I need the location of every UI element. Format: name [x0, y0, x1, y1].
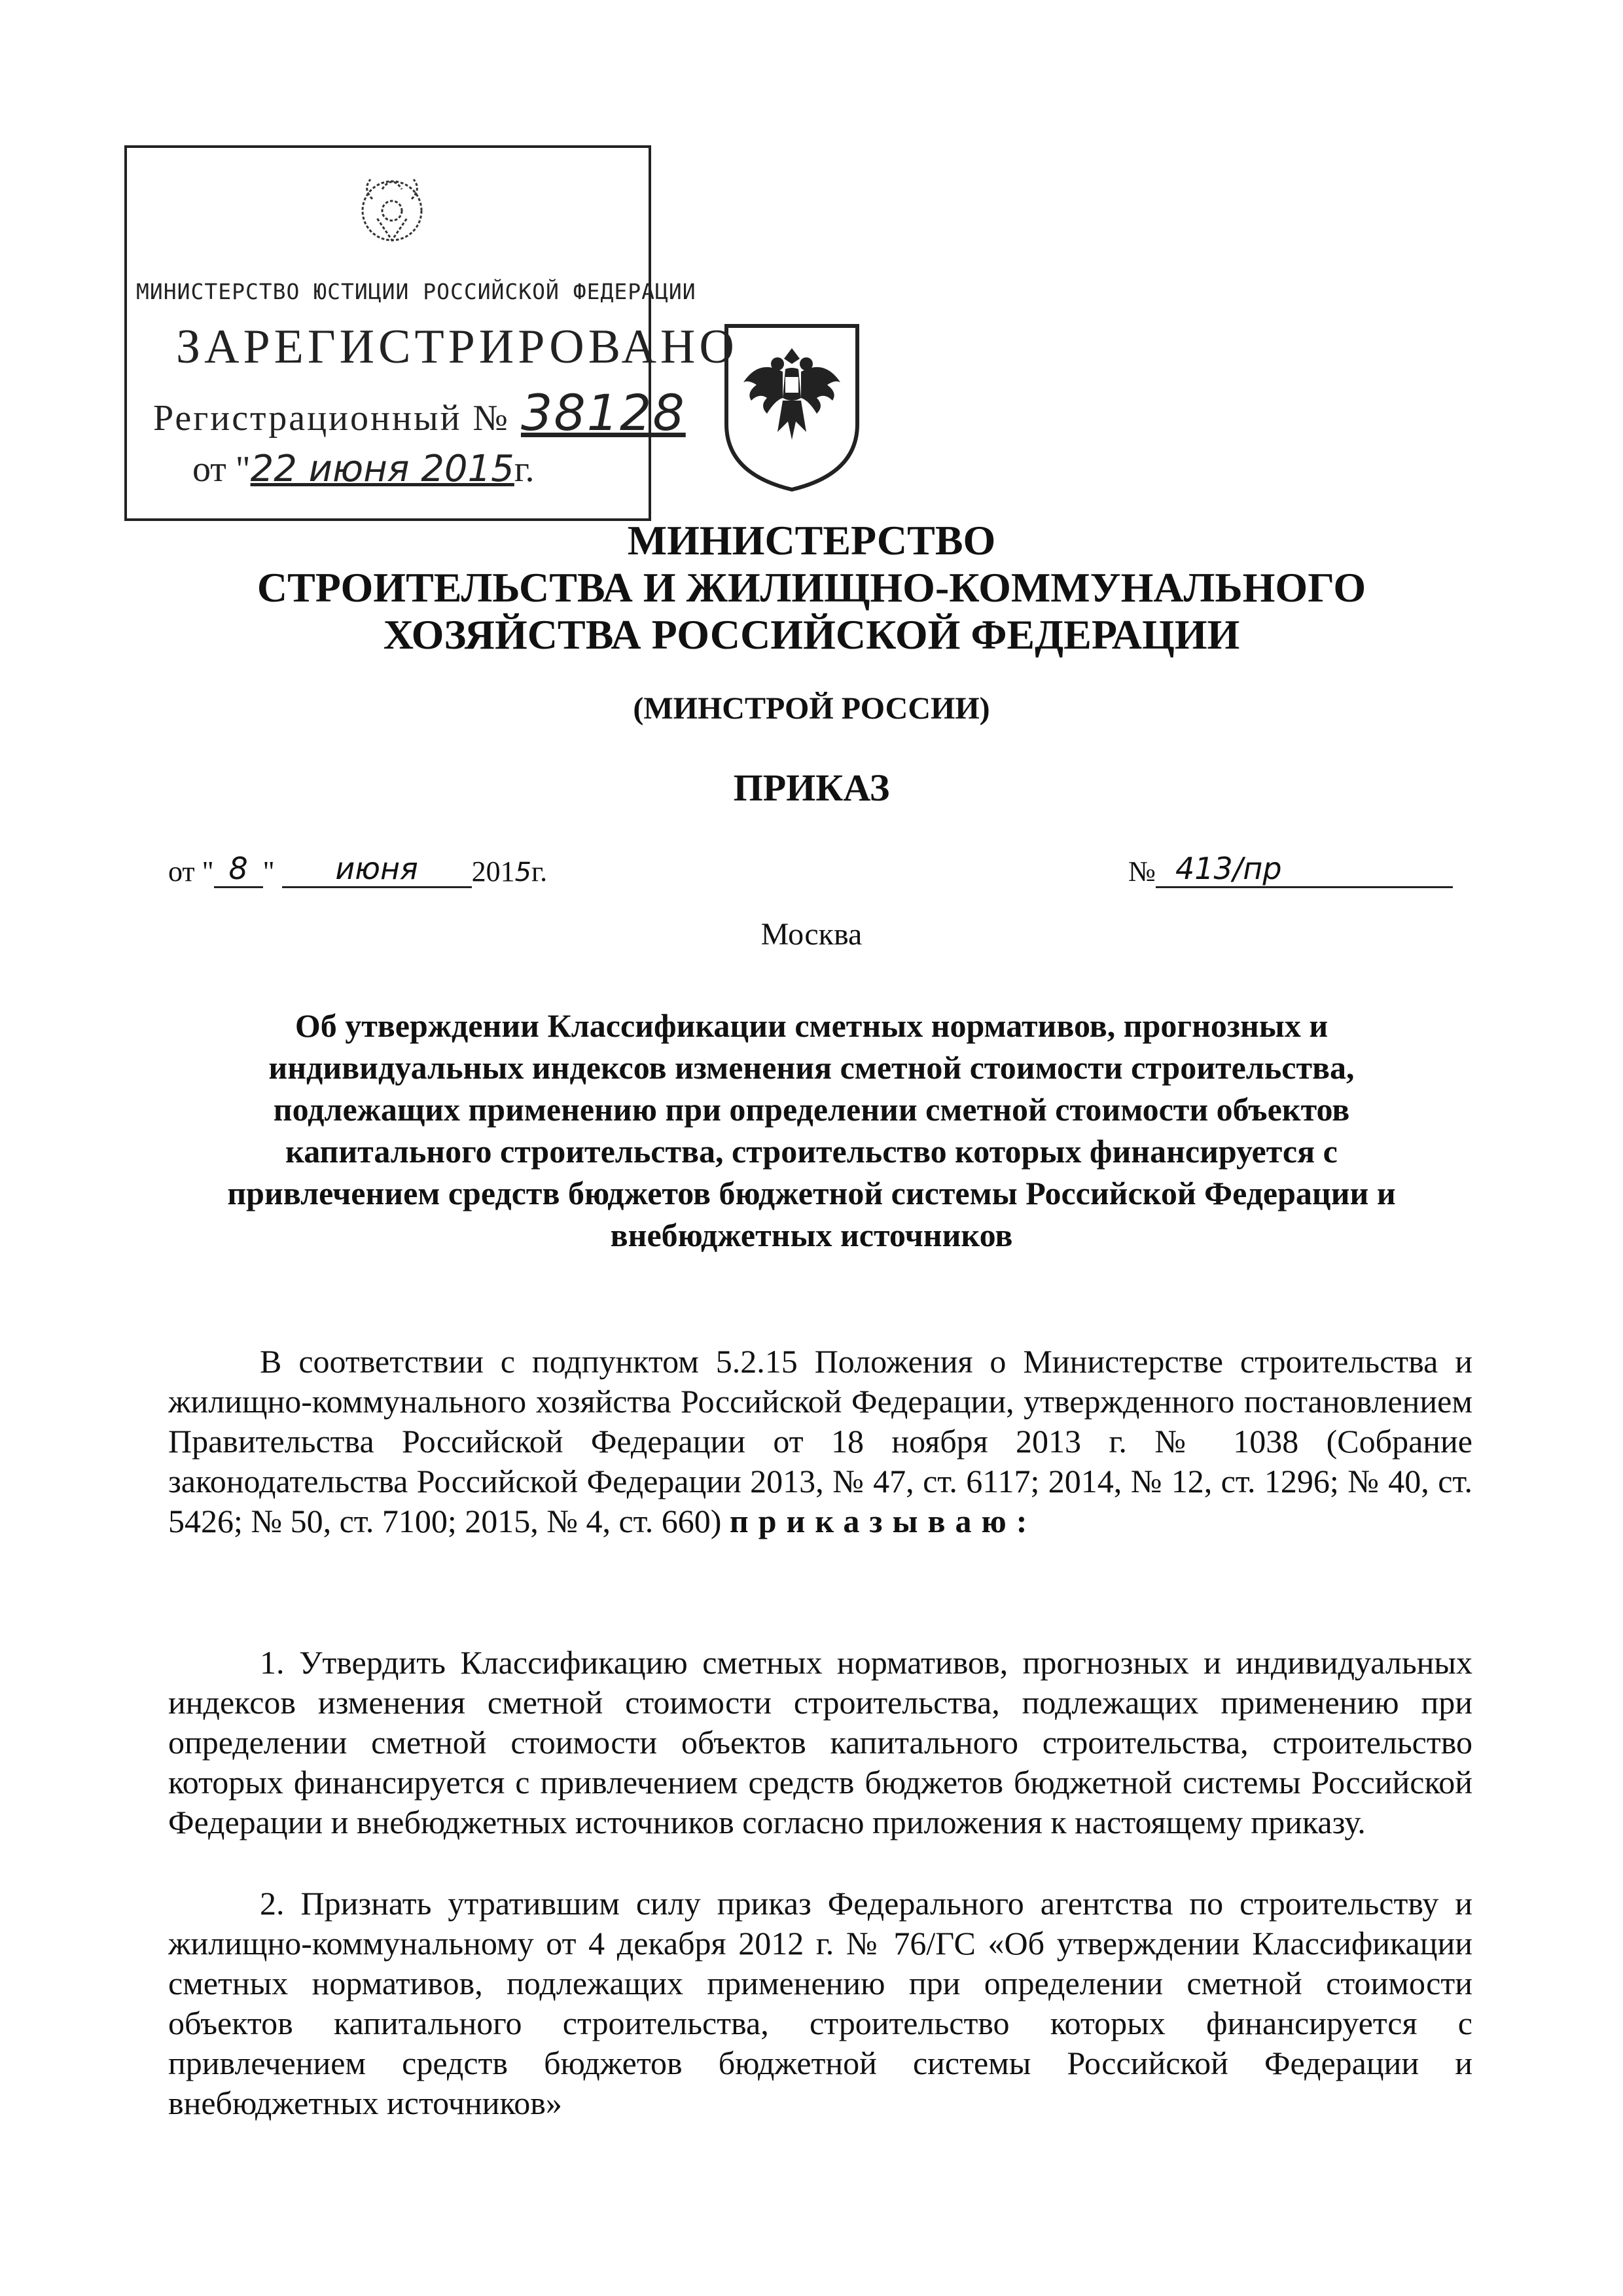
stamp-date-value: 22 июня 2015	[250, 448, 514, 490]
stamp-eagle-emblem-icon	[343, 160, 441, 258]
ministry-abbreviation: (МИНСТРОЙ РОССИИ)	[633, 691, 990, 726]
date-year-prefix: 201	[471, 855, 515, 888]
preamble-paragraph	[168, 1342, 1472, 1541]
date-suffix: г.	[531, 855, 548, 888]
stamp-reg-number: 38128	[520, 384, 686, 442]
document-type: ПРИКАЗ	[733, 766, 890, 809]
item-2-paragraph: 2. Признать утратившим силу приказ Федерального агентства по строительству и жилищно-коммунальному от 4 декабря 2012 г. № 76/ГС «Об утверждении Классификации сметных нормативов, подлежащих применению при определении сметной стоимости объектов капитального строительства, строительство которых финансируется с привлечением средств бюджетов бюджетной системы Российской Федерации и внебюджетных источников»	[168, 1885, 1472, 2121]
document-title: Об утверждении Классификации сметных нормативов, прогнозных и индивидуальных индексов изменения сметной стоимости строительства, подлежащих применению при определении сметной стоимости объектов капитального строительства, строительство которых финансируется с привлечением средств бюджетов бюджетной системы Российской Федерации и внебюджетных источников	[227, 1007, 1396, 1253]
order-number-line	[1128, 851, 1453, 888]
stamp-date-suffix: г.	[514, 449, 535, 490]
date-day: 8	[214, 851, 263, 888]
stamp-date-line	[192, 448, 534, 490]
stamp-reg-label: Регистрационный №	[153, 398, 510, 439]
city: Москва	[760, 917, 863, 952]
stamp-ministry-line: МИНИСТЕРСТВО ЮСТИЦИИ РОССИЙСКОЙ ФЕДЕРАЦИИ	[136, 279, 696, 304]
date-year-digit: 5	[514, 857, 532, 888]
preamble-text: В соответствии с подпунктом 5.2.15 Положения о Министерстве строительства и жилищно-коммунального хозяйства Российской Федерации, утвержденного постановлением Правительства Российской Федерации от 18 ноября 2013 г. № 1038 (Собрание законодательства Российской Федерации 2013, № 47, ст. 6117; 2014, № 12, ст. 1296; № 40, ст. 5426; № 50, ст. 7100; 2015, № 4, ст. 660)	[168, 1343, 1472, 1539]
order-date-line	[168, 851, 547, 888]
item-1-paragraph: 1. Утвердить Классификацию сметных нормативов, прогнозных и индивидуальных индексов изменения сметной стоимости строительства, подлежащих применению при определении сметной стоимости объектов капитального строительства, строительство которых финансируется с привлечением средств бюджетов бюджетной системы Российской Федерации и внебюджетных источников согласно приложения к настоящему приказу.	[168, 1644, 1472, 1840]
order-word: приказываю:	[729, 1503, 1037, 1539]
date-month: июня	[282, 851, 472, 888]
ministry-name: МИНИСТЕРСТВО СТРОИТЕЛЬСТВА И ЖИЛИЩНО-КОММУНАЛЬНОГО ХОЗЯЙСТВА РОССИЙСКОЙ ФЕДЕРАЦИИ	[257, 517, 1366, 658]
date-prefix: от "	[168, 855, 214, 888]
stamp-registered-label: ЗАРЕГИСТРИРОВАНО	[176, 320, 738, 374]
coat-of-arms-icon	[720, 319, 864, 496]
number-label: №	[1128, 855, 1156, 888]
order-number: 413/пр	[1156, 851, 1453, 888]
date-mid-quote: "	[262, 855, 275, 888]
stamp-date-prefix: от "	[192, 449, 251, 490]
registration-stamp	[124, 145, 738, 521]
stamp-reg-number-line	[153, 384, 686, 442]
